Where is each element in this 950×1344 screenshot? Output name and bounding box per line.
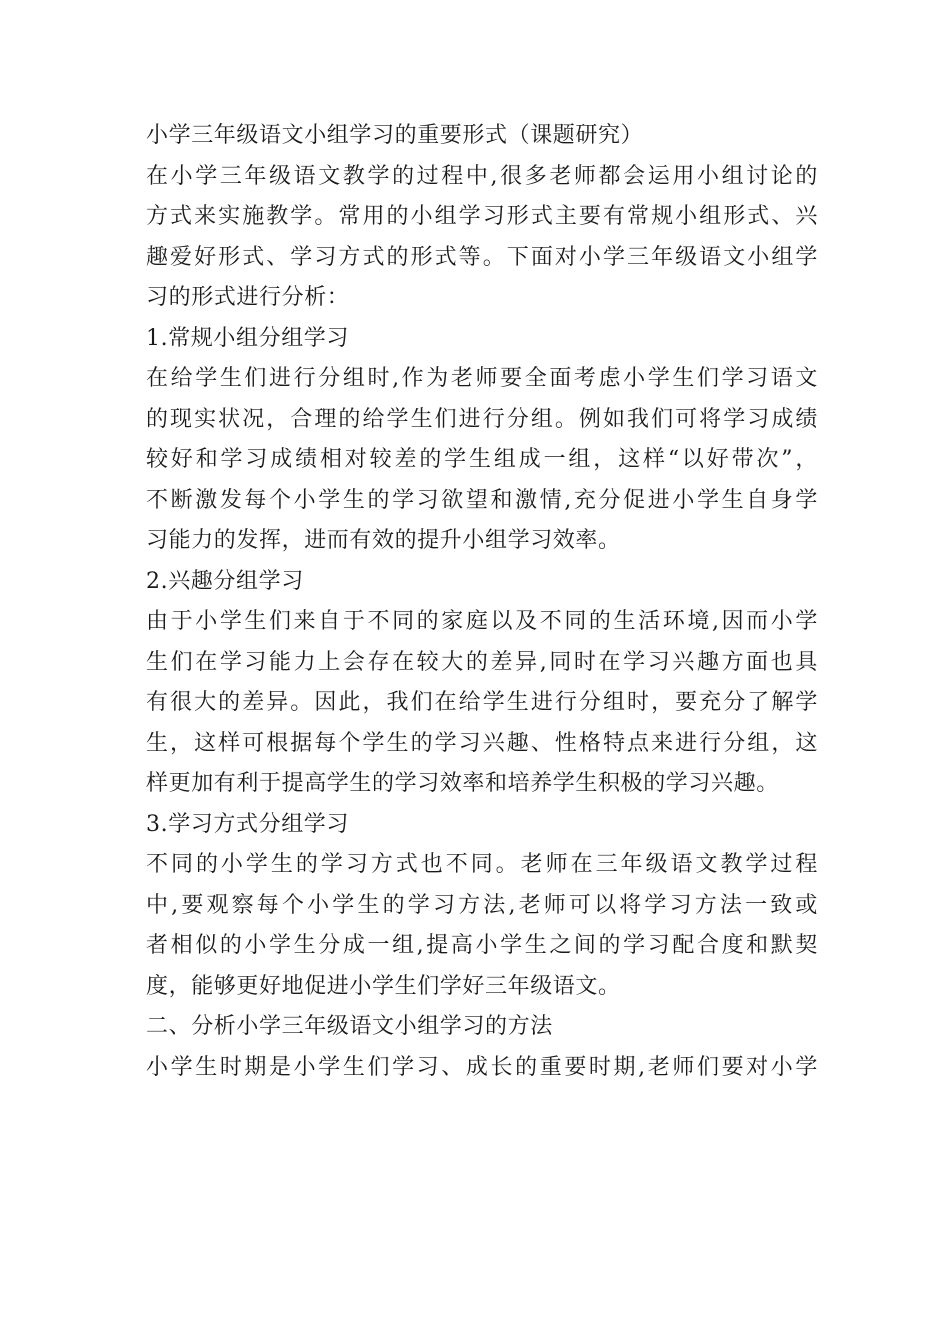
section-heading: 3.学习方式分组学习 [146,811,349,837]
paragraph-line: 不断激发每个小学生的学习欲望和激情,充分促进小学生自身学 [146,487,818,513]
paragraph-line: 习的形式进行分析： [146,285,350,310]
paragraph-line: 在小学三年级语文教学的过程中,很多老师都会运用小组讨论的 [146,163,818,189]
section-heading: 二、分析小学三年级语文小组学习的方法 [146,1014,553,1039]
paragraph-line: 趣爱好形式、学习方式的形式等。下面对小学三年级语文小组学 [146,244,818,270]
paragraph-line: 的现实状况，合理的给学生们进行分组。例如我们可将学习成绩 [146,406,818,432]
paragraph-line: 样更加有利于提高学生的学习效率和培养学生积极的学习兴趣。 [146,771,779,796]
paragraph-line: 生们在学习能力上会存在较大的差异,同时在学习兴趣方面也具 [146,649,818,675]
paragraph-line: 在给学生们进行分组时,作为老师要全面考虑小学生们学习语文 [146,366,818,391]
section-heading: 2.兴趣分组学习 [146,568,304,594]
document-body [146,116,818,1088]
paragraph-line: 中,要观察每个小学生的学习方法,老师可以将学习方法一致或 [146,892,818,918]
paragraph-line: 小学生时期是小学生们学习、成长的重要时期,老师们要对小学 [146,1054,818,1080]
paragraph-line: 由于小学生们来自于不同的家庭以及不同的生活环境,因而小学 [146,609,818,634]
paragraph-line: 较好和学习成绩相对较差的学生组成一组，这样“以好带次”， [146,447,818,472]
paragraph-line: 生，这样可根据每个学生的学习兴趣、性格特点来进行分组，这 [146,730,818,756]
paragraph-line: 者相似的小学生分成一组,提高小学生之间的学习配合度和默契 [146,933,818,958]
section-heading: 1.常规小组分组学习 [146,325,349,351]
paragraph-line: 习能力的发挥，进而有效的提升小组学习效率。 [146,528,621,553]
paragraph-line: 方式来实施教学。常用的小组学习形式主要有常规小组形式、兴 [146,204,818,229]
paragraph-line: 度，能够更好地促进小学生们学好三年级语文。 [146,973,621,999]
document-title: 小学三年级语文小组学习的重要形式（课题研究） [146,123,644,148]
paragraph-line: 不同的小学生的学习方式也不同。老师在三年级语文教学过程 [146,852,818,877]
paragraph-line: 有很大的差异。因此，我们在给学生进行分组时，要充分了解学 [146,690,818,715]
